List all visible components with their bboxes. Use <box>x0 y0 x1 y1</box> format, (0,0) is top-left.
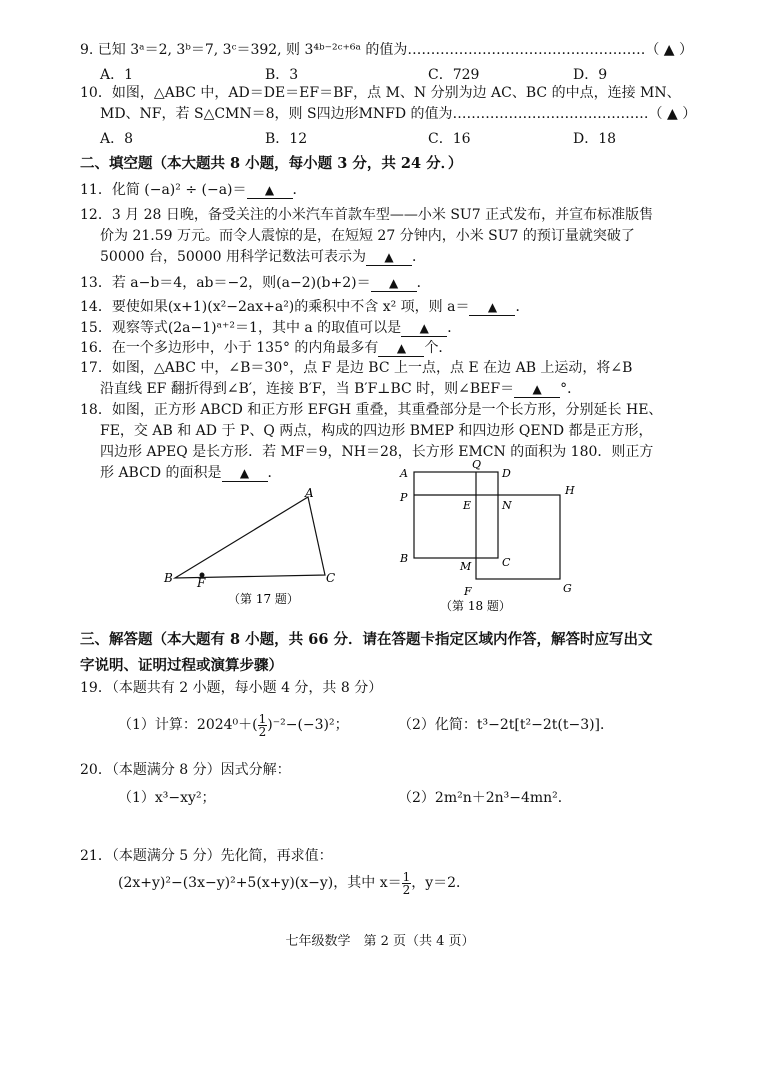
question-20-part2: （2）2m²n＋2n³−4mn²． <box>398 790 572 806</box>
page-footer: 七年级数学 第 2 页（共 4 页） <box>285 934 475 949</box>
label-g: G <box>563 582 572 595</box>
question-12-line1: 12．3 月 28 日晚，备受关注的小米汽车首款车型——小米 SU7 正式发布，并宣布标准版售 <box>80 207 654 223</box>
label-d: D <box>502 467 511 480</box>
q12-end: ． <box>411 249 426 265</box>
label-p: P <box>400 491 408 504</box>
q21-expression-text: (2x+y)²−(3x−y)²+5(x+y)(x−y)，其中 x＝ <box>118 875 402 891</box>
answer-blank <box>371 275 417 292</box>
figure-18-caption: （第 18 题） <box>440 599 511 613</box>
q16-text: 16．在一个多边形中，小于 135° 的内角最多有 <box>80 340 379 356</box>
q10-option-a: A．8 <box>100 131 134 147</box>
question-19-part1 <box>118 710 349 740</box>
question-18-line3: 四边形 APEQ 是长方形．若 MF＝9，NH＝28，长方形 EMCN 的面积为 180．则正方 <box>100 444 654 460</box>
question-18-line1: 18．如图，正方形 ABCD 和正方形 EFGH 重叠，其重叠部分是一个长方形，分别延长 HE、 <box>80 402 663 418</box>
question-21-expression <box>118 868 470 898</box>
label-a: A <box>400 467 408 480</box>
q13-end: ． <box>416 275 431 291</box>
q15-text: 15．观察等式(2a−1)ᵃ⁺²＝1，其中 a 的取值可以是 <box>80 320 402 336</box>
question-18-line2: FE，交 AB 和 AD 于 P、Q 两点，构成的四边形 BMEP 和四边形 QEND 都是正方形， <box>100 423 653 439</box>
label-m: M <box>460 560 472 573</box>
label-c: C <box>502 556 511 569</box>
label-n: N <box>502 499 512 512</box>
blank-marker: ▲ <box>239 466 250 480</box>
question-21-heading: 21．（本题满分 5 分）先化简，再求值： <box>80 848 333 864</box>
q9-option-a: A．1 <box>100 67 134 83</box>
q13-text: 13．若 a−b＝4，ab＝−2，则(a−2)(b+2)＝ <box>80 275 371 291</box>
q10-option-d: D．18 <box>573 131 617 147</box>
blank-marker: ▲ <box>396 341 407 355</box>
q18-end: ． <box>267 465 282 481</box>
blank-marker: ▲ <box>419 321 429 335</box>
question-14 <box>80 297 529 317</box>
question-19-heading: 19．（本题共有 2 小题，每小题 4 分，共 8 分） <box>80 680 383 696</box>
blank-marker: ▲ <box>388 276 399 290</box>
q18-text: 形 ABCD 的面积是 <box>100 465 222 481</box>
question-17-line2 <box>100 379 581 399</box>
q11-end: ． <box>292 182 307 198</box>
question-20-part1: （1）x³−xy²； <box>118 790 216 806</box>
question-19-part2: （2）化简：t³−2t[t²−2t(t−3)]． <box>398 717 615 733</box>
figure-17-triangle <box>150 485 350 615</box>
fraction-denominator: 2 <box>402 882 411 897</box>
section-3-heading-line1: 三、解答题（本大题有 8 小题，共 66 分．请在答题卡指定区域内作答，解答时应写出文 <box>80 631 653 648</box>
q9-option-d: D．9 <box>573 67 608 83</box>
q14-text: 14．要使如果(x+1)(x²−2ax+a²)的乘积中不含 x² 项，则 a＝ <box>80 299 470 315</box>
question-20-heading: 20．（本题满分 8 分）因式分解： <box>80 762 291 778</box>
q17-text: 沿直线 EF 翻折得到∠B′，连接 B′F，当 B′F⊥BC 时，则∠BEF＝ <box>100 381 515 397</box>
question-18-line4 <box>100 463 282 483</box>
q11-text: 11．化简 (−a)² ÷ (−a)＝ <box>80 182 247 198</box>
question-16 <box>80 338 452 358</box>
answer-blank <box>514 381 560 398</box>
question-10-line1: 10．如图，△ABC 中，AD＝DE＝EF＝BF，点 M、N 分别为边 AC、BC 的中点，连接 MN、 <box>80 85 681 101</box>
blank-marker: ▲ <box>487 300 498 314</box>
label-e: E <box>463 499 472 512</box>
q21-expression-end: ，y＝2． <box>411 875 471 891</box>
triangle-abc <box>175 497 325 578</box>
label-b: B <box>400 552 409 565</box>
blank-marker: ▲ <box>264 183 275 197</box>
square-efgh <box>476 495 560 579</box>
q15-end: ． <box>447 320 462 336</box>
label-b: B <box>164 571 173 585</box>
label-a: A <box>305 486 314 500</box>
fraction-denominator: 2 <box>258 724 267 739</box>
question-13 <box>80 273 431 293</box>
answer-blank <box>401 320 447 337</box>
label-q: Q <box>472 460 482 471</box>
question-12-line2: 价为 21.59 万元。而令人震惊的是，在短短 27 分钟内，小米 SU7 的预订量就突破了 <box>100 228 635 244</box>
q9-option-c: C．729 <box>428 67 480 83</box>
section-2-heading: 二、填空题（本大题共 8 小题，每小题 3 分，共 24 分．） <box>80 155 463 172</box>
question-11 <box>80 180 307 200</box>
label-f: F <box>464 585 472 598</box>
answer-blank <box>378 340 424 357</box>
question-10-line2: MD、NF，若 S△CMN＝8，则 S四边形MNFD 的值为……………………………………（ ▲ ） <box>100 106 697 122</box>
fraction-one-half <box>402 871 412 896</box>
q16-end: 个． <box>424 340 453 356</box>
q10-option-b: B．12 <box>265 131 308 147</box>
question-17-line1: 17．如图，△ABC 中，∠B＝30°，点 F 是边 BC 上一点，点 E 在边 AB 上运动，将∠B <box>80 360 633 376</box>
square-abcd <box>414 472 498 558</box>
label-f: F <box>197 576 206 590</box>
fraction-numerator: 1 <box>402 869 411 884</box>
q12-text: 50000 台，50000 用科学记数法可表示为 <box>100 249 366 265</box>
q10-option-c: C．16 <box>428 131 471 147</box>
fraction-one-half <box>258 713 268 738</box>
q19-part1-end: )⁻²−(−3)²； <box>267 717 349 733</box>
answer-blank <box>366 249 412 266</box>
q17-end: °． <box>560 381 582 397</box>
answer-blank <box>247 182 293 199</box>
question-15 <box>80 318 461 338</box>
label-h: H <box>565 484 575 497</box>
question-12-line3 <box>100 247 426 267</box>
q14-end: ． <box>515 299 530 315</box>
question-9: 9. 已知 3ᵃ＝2, 3ᵇ＝7, 3ᶜ＝392, 则 3⁴ᵇ⁻²ᶜ⁺⁶ᵃ 的值为……………………………………………（ ▲ ） <box>80 42 693 58</box>
label-c: C <box>326 571 336 585</box>
fraction-numerator: 1 <box>258 711 267 726</box>
answer-blank <box>222 465 268 482</box>
answer-blank <box>469 299 515 316</box>
section-3-heading-line2: 字说明、证明过程或演算步骤） <box>80 657 283 674</box>
q19-part1-text: （1）计算：2024⁰＋( <box>118 717 258 733</box>
figure-18-squares <box>392 460 592 615</box>
blank-marker: ▲ <box>532 382 542 396</box>
q9-option-b: B．3 <box>265 67 299 83</box>
figure-17-caption: （第 17 题） <box>228 592 299 606</box>
blank-marker: ▲ <box>384 250 394 264</box>
